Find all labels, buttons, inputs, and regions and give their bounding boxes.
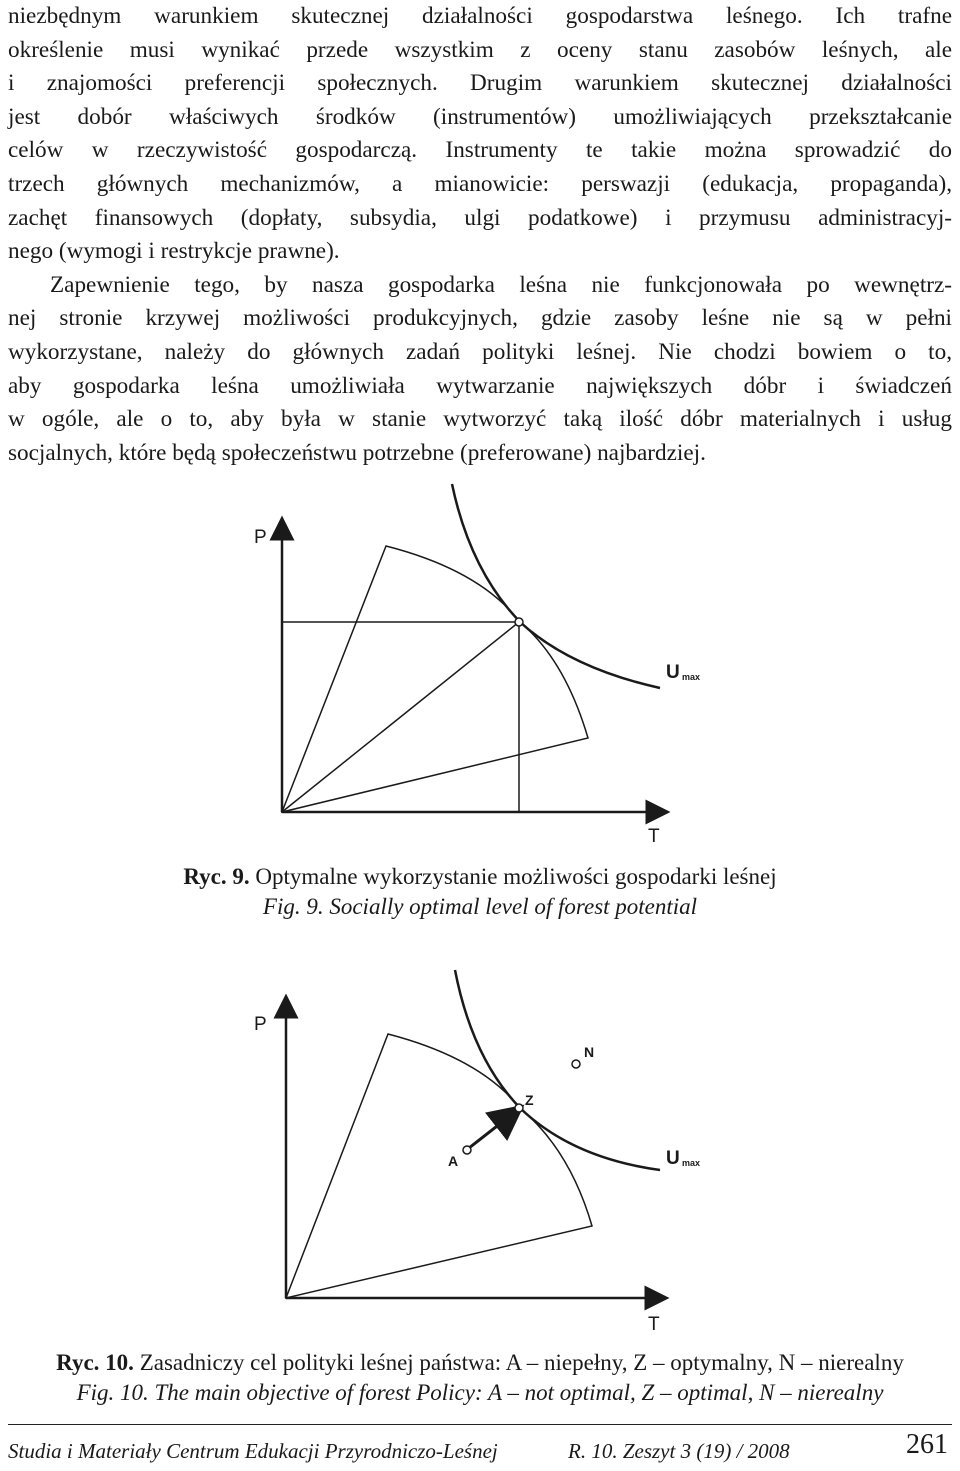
curve-label: U xyxy=(666,1148,680,1169)
page-footer xyxy=(8,1424,952,1471)
x-axis-label: T xyxy=(648,1314,660,1335)
y-axis-label: P xyxy=(254,1014,267,1035)
caption-english: Fig. 10. The main objective of forest Policy: A – not optimal, Z – optimal, N – nierealny xyxy=(76,1380,884,1405)
curve-label-sub: max xyxy=(682,1158,701,1168)
text-line: trzech głównych mechanizmów, a mianowicie: perswazji (edukacja, propaganda), xyxy=(8,170,952,197)
x-axis-label: T xyxy=(648,826,660,847)
caption-text: Optymalne wykorzystanie możliwości gospodarki leśnej xyxy=(249,864,777,889)
text-line: w ogóle, ale o to, aby była w stanie wytworzyć taką ilość dóbr materialnych i usług xyxy=(8,406,952,433)
curve-label-sub: max xyxy=(682,672,701,682)
text-line: celów w rzeczywistość gospodarczą. Instrumenty te takie można sprowadzić do xyxy=(8,137,952,164)
caption-text: Zasadniczy cel polityki leśnej państwa: A – niepełny, Z – optymalny, N – nierealny xyxy=(133,1350,904,1375)
text-line: jest dobór właściwych środków (instrumentów) umożliwiających przekształcanie xyxy=(8,103,952,130)
text-line: wykorzystane, należy do głównych zadań polityki leśnej. Nie chodzi bowiem o to, xyxy=(8,338,952,365)
text-line: nego (wymogi i restrykcje prawne). xyxy=(8,238,340,265)
journal-name: Studia i Materiały Centrum Edukacji Przyrodniczo-Leśnej xyxy=(8,1439,498,1463)
caption-number: Ryc. 10. xyxy=(56,1350,134,1375)
caption-number: Ryc. 9. xyxy=(183,864,250,889)
text-line: zachęt finansowych (dopłaty, subsydia, ulgi podatkowe) i przymusu administracyj- xyxy=(8,204,952,231)
point-z-label: Z xyxy=(525,1092,534,1108)
point-a xyxy=(463,1146,471,1154)
text-line: aby gospodarka leśna umożliwiała wytwarzanie największych dóbr i świadczeń xyxy=(8,372,952,399)
text-line: określenie musi wynikać przede wszystkim z oceny stanu zasobów leśnych, ale xyxy=(8,36,952,63)
page-number: 261 xyxy=(906,1429,948,1460)
text-line: i znajomości preferencji społecznych. Drugim warunkiem skutecznej działalności xyxy=(8,70,952,97)
indifference-curve xyxy=(455,970,660,1170)
figure-10-caption xyxy=(0,1348,960,1408)
text-line: socjalnych, które będą społeczeństwu potrzebne (preferowane) najbardziej. xyxy=(8,439,706,466)
text-line: nej stronie krzywej możliwości produkcyjnych, gdzie zasoby leśne nie są w pełni xyxy=(8,305,952,332)
journal-issue: R. 10. Zeszyt 3 (19) / 2008 xyxy=(568,1439,790,1463)
point-z xyxy=(515,1104,523,1112)
caption-english: Fig. 9. Socially optimal level of forest potential xyxy=(262,894,698,919)
y-axis-label: P xyxy=(254,527,267,548)
text-line: niezbędnym warunkiem skutecznej działalności gospodarstwa leśnego. Ich trafne xyxy=(8,3,952,29)
point-n xyxy=(572,1060,580,1068)
point-a-label: A xyxy=(448,1153,459,1169)
a-to-z-arrow xyxy=(469,1112,515,1148)
curve-label: U xyxy=(666,662,680,683)
text-line: Zapewnienie tego, by nasza gospodarka leśna nie funkcjonowała po wewnętrz- xyxy=(50,271,952,298)
point-n-label: N xyxy=(584,1044,595,1060)
production-frontier xyxy=(286,1034,595,1298)
